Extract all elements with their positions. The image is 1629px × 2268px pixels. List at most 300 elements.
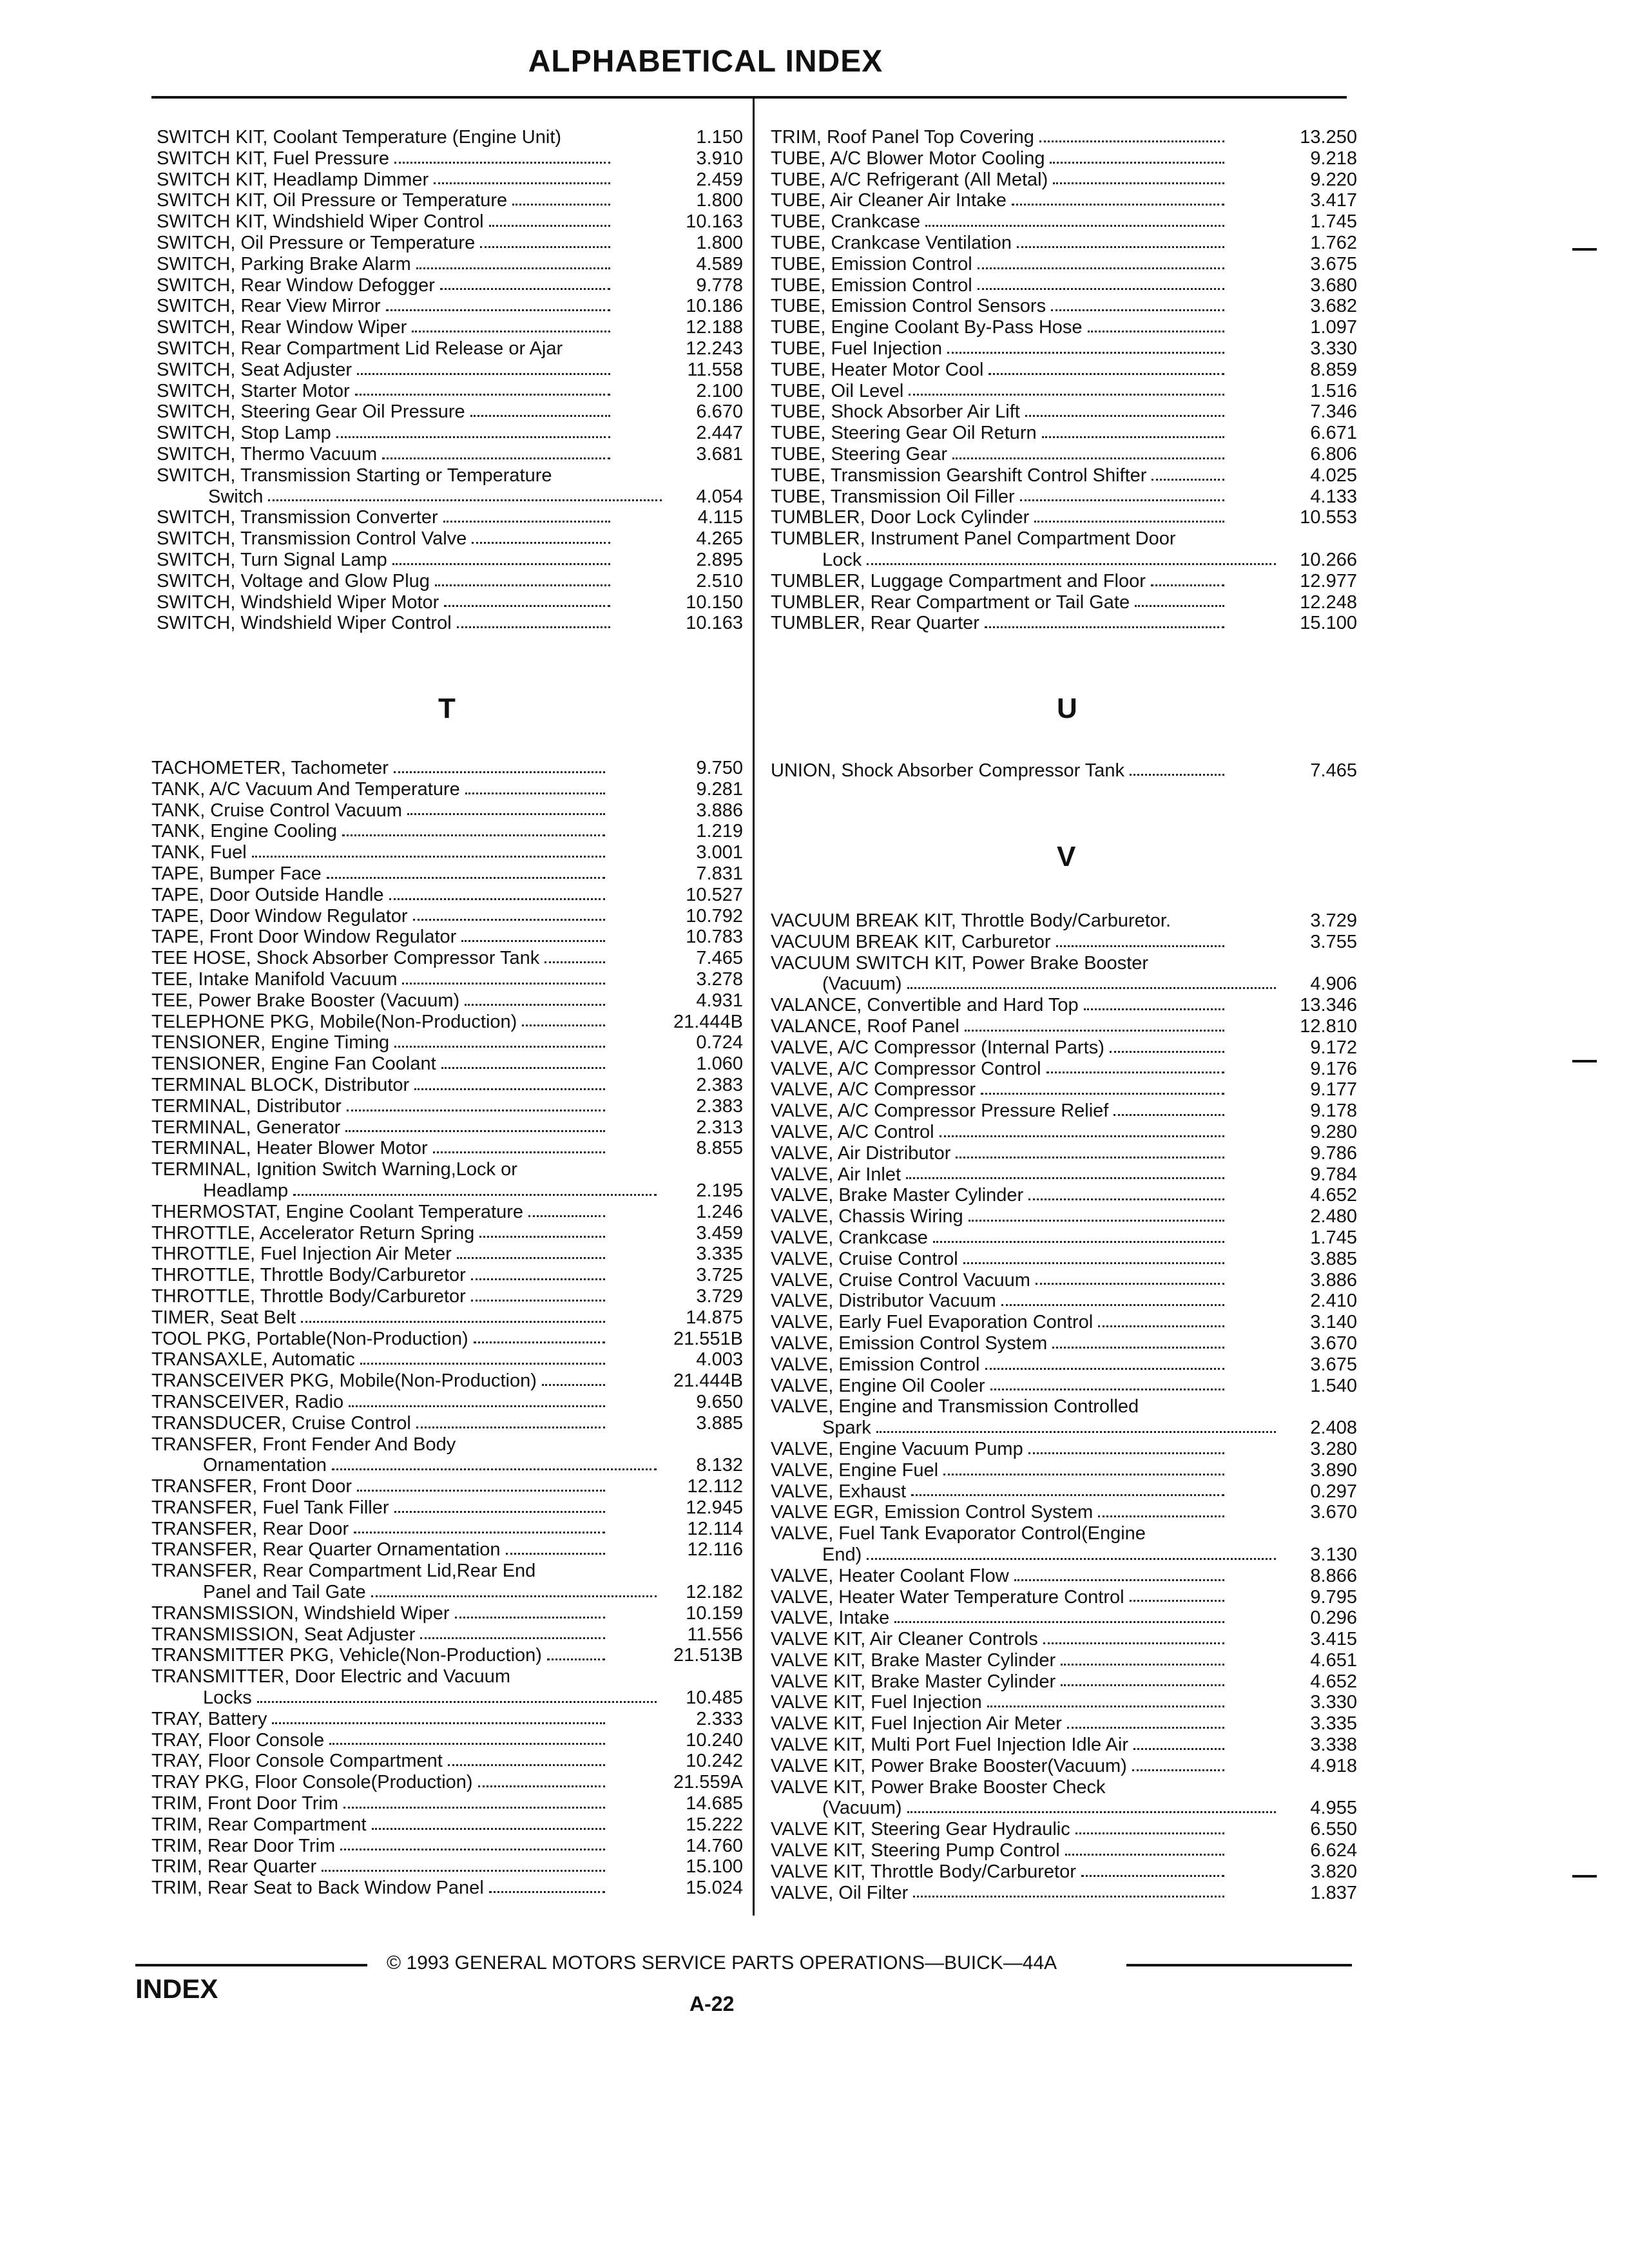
entry-description: TUMBLER, Luggage Compartment and Floor: [771, 570, 1146, 591]
entry-reference-number: 3.886: [696, 800, 743, 821]
leader-dots: [435, 584, 610, 586]
entry-description: VALVE KIT, Power Brake Booster Check: [771, 1776, 1106, 1798]
entry-description: (Vacuum): [822, 1798, 902, 1819]
index-entry: [771, 233, 1357, 254]
entry-description: VALVE, Brake Master Cylinder: [771, 1185, 1024, 1206]
leader-dots: [371, 1595, 657, 1597]
entry-reference-number: 15.222: [686, 1814, 743, 1835]
entry-reference-number: 2.447: [696, 423, 743, 444]
entry-reference-number: 12.810: [1300, 1015, 1357, 1037]
margin-mark: [1572, 248, 1597, 251]
index-entry: [771, 760, 1357, 782]
entry-reference-number: 4.931: [696, 990, 743, 1011]
leader-dots: [990, 1389, 1224, 1390]
entry-description: TRIM, Rear Door Trim: [151, 1835, 336, 1856]
entry-description: VALVE, Air Inlet: [771, 1164, 901, 1185]
entry-reference-number: 2.383: [696, 1074, 743, 1095]
entry-reference-number: 10.527: [686, 884, 743, 905]
leader-dots: [471, 1278, 605, 1280]
index-entry: [151, 779, 743, 800]
index-entry: [771, 465, 1357, 486]
index-entry: [771, 1354, 1357, 1376]
leader-dots: [478, 1785, 605, 1787]
index-entry: [151, 1730, 743, 1751]
entry-description: TRANSFER, Fuel Tank Filler: [151, 1497, 389, 1518]
index-entry: [151, 1223, 743, 1244]
index-entry: [157, 127, 743, 148]
entry-description: TEE, Intake Manifold Vacuum: [151, 968, 398, 990]
index-entry: [157, 507, 743, 528]
leader-dots: [522, 1024, 605, 1026]
index-entry: [151, 821, 743, 842]
index-entry: [157, 296, 743, 317]
index-entry: [771, 444, 1357, 465]
leader-dots: [386, 309, 611, 311]
entry-reference-number: 3.755: [1310, 931, 1357, 952]
entry-description: TANK, Fuel: [151, 842, 247, 863]
entry-reference-number: 3.885: [696, 1412, 743, 1434]
index-entry: [151, 1180, 743, 1202]
leader-dots: [981, 1093, 1224, 1095]
index-entry: [771, 1291, 1357, 1312]
leader-dots: [1113, 1114, 1224, 1116]
entry-description: Switch: [208, 486, 264, 507]
copyright-notice: © 1993 GENERAL MOTORS SERVICE PARTS OPERATIONS—BUICK—44A: [387, 1952, 1057, 1974]
entry-description: VALVE, Oil Filter: [771, 1882, 909, 1903]
entry-description: VALVE, Engine Fuel: [771, 1459, 939, 1481]
leader-dots: [1135, 605, 1224, 607]
leader-dots: [301, 1321, 605, 1323]
leader-dots: [987, 1706, 1224, 1707]
entry-description: SWITCH, Transmission Control Valve: [157, 528, 467, 550]
entry-reference-number: 9.784: [1310, 1164, 1357, 1185]
leader-dots: [420, 1637, 605, 1639]
entry-reference-number: 1.745: [1310, 211, 1357, 233]
index-entry: [157, 423, 743, 444]
entry-reference-number: 14.760: [686, 1835, 743, 1856]
entry-reference-number: 12.182: [686, 1582, 743, 1603]
index-entry: [771, 1735, 1357, 1756]
index-entry: [151, 1476, 743, 1497]
entry-description: TENSIONER, Engine Timing: [151, 1032, 390, 1053]
leader-dots: [940, 1135, 1224, 1137]
index-entry: [771, 381, 1357, 402]
entry-reference-number: 9.177: [1310, 1079, 1357, 1100]
leader-dots: [506, 1553, 605, 1555]
entry-description: TANK, Engine Cooling: [151, 821, 338, 842]
entry-description: TRANSMISSION, Windshield Wiper: [151, 1602, 450, 1624]
index-entry: [157, 592, 743, 613]
index-entry: [151, 1539, 743, 1561]
index-entry: [771, 1587, 1357, 1608]
entry-reference-number: 6.806: [1310, 443, 1357, 465]
index-entry: [151, 1053, 743, 1075]
index-entry: [771, 1164, 1357, 1186]
index-entry: [771, 1396, 1357, 1418]
index-entry: [151, 1244, 743, 1265]
index-entry: [771, 1798, 1357, 1819]
section-letter-t: T: [438, 693, 456, 724]
entry-description: TACHOMETER, Tachometer: [151, 758, 389, 778]
leader-dots: [1065, 1854, 1224, 1856]
index-entry: [771, 1502, 1357, 1523]
entry-reference-number: 12.248: [1300, 591, 1357, 613]
entry-reference-number: 13.346: [1300, 995, 1357, 1016]
index-entry: [151, 1265, 743, 1286]
entry-reference-number: 3.330: [1310, 338, 1357, 359]
index-list-switch: [157, 127, 743, 634]
entry-reference-number: 4.265: [696, 528, 743, 550]
index-entry: [771, 1100, 1357, 1122]
index-entry: [157, 317, 743, 338]
leader-dots: [1052, 1347, 1224, 1349]
index-entry: [157, 486, 743, 508]
entry-description: TRIM, Roof Panel Top Covering: [771, 127, 1034, 148]
leader-dots: [943, 1474, 1224, 1475]
index-entry: [157, 254, 743, 275]
entry-description: VALVE, Cruise Control Vacuum: [771, 1269, 1030, 1291]
leader-dots: [465, 1004, 605, 1006]
index-entry: [157, 528, 743, 550]
entry-description: TUBE, Crankcase Ventilation: [771, 232, 1012, 253]
index-entry: [771, 360, 1357, 381]
index-entry: [771, 1376, 1357, 1397]
entry-description: VALVE, Crankcase: [771, 1227, 928, 1248]
entry-description: VALVE, Emission Control: [771, 1354, 980, 1375]
entry-reference-number: 3.675: [1310, 253, 1357, 274]
entry-reference-number: 15.024: [686, 1878, 743, 1899]
entry-reference-number: 12.114: [687, 1518, 743, 1539]
index-entry: [151, 1814, 743, 1836]
entry-description: SWITCH, Voltage and Glow Plug: [157, 570, 430, 591]
index-list-v: [771, 910, 1357, 1903]
entry-description: SWITCH KIT, Windshield Wiper Control: [157, 211, 484, 233]
index-entry: [157, 190, 743, 211]
leader-dots: [322, 1870, 605, 1872]
index-entry: [771, 1671, 1357, 1693]
leader-dots: [444, 605, 610, 607]
leader-dots: [416, 1427, 605, 1428]
leader-dots: [347, 1110, 605, 1111]
leader-dots: [327, 877, 605, 879]
leader-dots: [1017, 246, 1224, 248]
index-entry: [771, 1629, 1357, 1650]
index-entry: [771, 486, 1357, 508]
index-entry: [151, 1307, 743, 1329]
entry-reference-number: 2.408: [1310, 1418, 1357, 1439]
index-entry: [157, 381, 743, 402]
entry-reference-number: 3.330: [1310, 1692, 1357, 1713]
leader-dots: [1061, 1664, 1224, 1666]
entry-reference-number: 12.977: [1300, 570, 1357, 591]
entry-reference-number: 12.243: [686, 338, 743, 359]
leader-dots: [402, 983, 605, 985]
entry-reference-number: 2.480: [1310, 1206, 1357, 1227]
entry-description: TANK, Cruise Control Vacuum: [151, 800, 402, 821]
entry-description: TUBE, Air Cleaner Air Intake: [771, 190, 1007, 211]
entry-reference-number: 3.890: [1310, 1459, 1357, 1481]
index-entry: [151, 1561, 743, 1582]
index-entry: [157, 338, 743, 360]
leader-dots: [272, 1722, 605, 1724]
index-entry: [151, 1519, 743, 1540]
index-entry: [771, 190, 1357, 211]
entry-description: VALVE KIT, Steering Gear Hydraulic: [771, 1819, 1070, 1840]
entry-reference-number: 2.510: [696, 570, 743, 591]
leader-dots: [416, 267, 610, 269]
index-entry: [771, 613, 1357, 634]
entry-reference-number: 2.410: [1310, 1291, 1357, 1312]
entry-description: SWITCH, Rear Compartment Lid Release or Ajar: [157, 338, 563, 359]
entry-description: (Vacuum): [822, 974, 902, 995]
index-entry: [771, 1883, 1357, 1904]
leader-dots: [1056, 945, 1224, 947]
leader-dots: [372, 1828, 605, 1830]
leader-dots: [906, 1177, 1224, 1179]
entry-reference-number: 14.875: [686, 1307, 743, 1328]
entry-reference-number: 4.054: [696, 486, 743, 507]
entry-reference-number: 3.335: [696, 1244, 743, 1265]
index-entry: [157, 444, 743, 465]
entry-reference-number: 10.485: [686, 1687, 743, 1709]
entry-description: TRANSCEIVER PKG, Mobile(Non-Production): [151, 1370, 537, 1392]
leader-dots: [329, 1743, 605, 1745]
entry-description: TRAY PKG, Floor Console(Production): [151, 1772, 473, 1793]
index-entry: [771, 507, 1357, 528]
entry-reference-number: 9.178: [1310, 1100, 1357, 1122]
entry-description: SWITCH, Rear Window Defogger: [157, 274, 435, 296]
entry-reference-number: 9.218: [1310, 148, 1357, 169]
entry-description: TAPE, Door Window Regulator: [151, 905, 408, 927]
index-entry: [771, 401, 1357, 423]
leader-dots: [360, 1363, 605, 1365]
index-entry: [771, 1566, 1357, 1587]
entry-reference-number: 2.313: [696, 1117, 743, 1138]
leader-dots: [1130, 1600, 1224, 1602]
index-entry: [157, 550, 743, 571]
entry-reference-number: 7.465: [696, 948, 743, 969]
leader-dots: [342, 834, 605, 836]
index-entry: [151, 1836, 743, 1857]
index-list-trim-tube-tumbler: [771, 127, 1357, 634]
entry-description: TUBE, Engine Coolant By-Pass Hose: [771, 317, 1083, 338]
entry-description: TUBE, Crankcase: [771, 211, 921, 233]
index-entry: [771, 550, 1357, 571]
index-entry: [771, 148, 1357, 169]
entry-reference-number: 9.786: [1310, 1142, 1357, 1164]
entry-description: TUBE, Emission Control: [771, 253, 972, 274]
leader-dots: [480, 246, 610, 248]
leader-dots: [911, 1494, 1224, 1496]
entry-reference-number: 7.465: [1310, 760, 1357, 781]
entry-description: VALVE KIT, Air Cleaner Controls: [771, 1629, 1038, 1650]
leader-dots: [355, 394, 610, 396]
entry-description: VALVE, A/C Compressor: [771, 1079, 976, 1100]
column-divider: [753, 99, 755, 1916]
entry-reference-number: 12.112: [687, 1476, 743, 1497]
index-entry: [771, 1270, 1357, 1291]
entry-description: VALVE, Intake: [771, 1608, 890, 1629]
entry-reference-number: 1.246: [696, 1201, 743, 1222]
entry-reference-number: 6.550: [1310, 1819, 1357, 1840]
entry-description: TUBE, Oil Level: [771, 380, 904, 401]
entry-reference-number: 4.652: [1310, 1185, 1357, 1206]
entry-description: VALVE, Engine and Transmission Controlled: [771, 1396, 1139, 1418]
index-entry: [157, 233, 743, 254]
entry-description: THROTTLE, Accelerator Return Spring: [151, 1222, 475, 1244]
index-entry: [151, 1286, 743, 1307]
index-entry: [151, 1709, 743, 1730]
leader-dots: [1133, 1748, 1224, 1750]
entry-reference-number: 3.682: [1310, 296, 1357, 317]
entry-description: VACUUM BREAK KIT, Carburetor: [771, 931, 1051, 952]
entry-description: TUBE, Fuel Injection: [771, 338, 942, 359]
index-entry: [151, 800, 743, 822]
index-entry: [771, 1185, 1357, 1206]
index-entry: [151, 1392, 743, 1413]
entry-description: VALVE, Engine Vacuum Pump: [771, 1438, 1023, 1459]
index-entry: [771, 974, 1357, 995]
index-entry: [771, 932, 1357, 953]
entry-description: TRANSMITTER PKG, Vehicle(Non-Production): [151, 1645, 542, 1666]
leader-dots: [252, 856, 605, 858]
entry-description: Headlamp: [203, 1180, 289, 1201]
entry-description: TUBE, A/C Blower Motor Cooling: [771, 148, 1045, 169]
index-entry: [771, 1439, 1357, 1460]
entry-description: TIMER, Seat Belt: [151, 1307, 296, 1328]
entry-reference-number: 1.762: [1310, 232, 1357, 253]
index-entry: [771, 1079, 1357, 1100]
leader-dots: [1130, 774, 1224, 776]
entry-reference-number: 10.163: [686, 613, 743, 634]
entry-description: Lock: [822, 549, 862, 570]
entry-reference-number: 4.918: [1310, 1755, 1357, 1776]
entry-description: SWITCH, Steering Gear Oil Pressure: [157, 401, 465, 423]
entry-reference-number: 4.003: [696, 1349, 743, 1370]
entry-description: TANK, A/C Vacuum And Temperature: [151, 778, 460, 800]
index-entry: [771, 528, 1357, 550]
entry-reference-number: 0.297: [1310, 1481, 1357, 1502]
leader-dots: [1028, 1198, 1224, 1200]
entry-reference-number: 3.681: [696, 443, 743, 465]
page-number: A-22: [689, 1992, 735, 2015]
entry-description: TEE HOSE, Shock Absorber Compressor Tank: [151, 948, 540, 969]
index-entry: [157, 211, 743, 233]
index-entry: [151, 1012, 743, 1033]
leader-dots: [470, 415, 610, 417]
entry-description: VALVE, Engine Oil Cooler: [771, 1375, 985, 1396]
index-entry: [151, 948, 743, 969]
entry-description: Locks: [203, 1687, 252, 1709]
entry-description: TRANSAXLE, Automatic: [151, 1349, 355, 1370]
entry-reference-number: 3.886: [1310, 1269, 1357, 1291]
entry-reference-number: 3.338: [1310, 1735, 1357, 1756]
index-entry: [771, 338, 1357, 360]
entry-reference-number: 11.558: [687, 359, 743, 380]
index-entry: [151, 758, 743, 779]
index-entry: [771, 1037, 1357, 1059]
leader-dots: [909, 394, 1224, 396]
entry-description: Panel and Tail Gate: [203, 1582, 366, 1603]
entry-description: TRANSFER, Front Door: [151, 1476, 352, 1497]
entry-description: End): [822, 1544, 862, 1565]
entry-description: TENSIONER, Engine Fan Coolant: [151, 1053, 436, 1075]
entry-description: VALANCE, Convertible and Hard Top: [771, 995, 1079, 1016]
index-entry: [771, 1777, 1357, 1798]
leader-dots: [357, 373, 610, 375]
index-entry: [771, 1249, 1357, 1270]
leader-dots: [978, 288, 1224, 290]
index-entry: [151, 1096, 743, 1117]
leader-dots: [489, 1891, 605, 1893]
leader-dots: [336, 436, 610, 438]
leader-dots: [1132, 1769, 1224, 1771]
entry-description: TRAY, Floor Console: [151, 1729, 325, 1751]
index-entry: [151, 1666, 743, 1687]
entry-reference-number: 4.955: [1310, 1798, 1357, 1819]
index-entry: [151, 1138, 743, 1159]
entry-reference-number: 10.553: [1300, 507, 1357, 528]
index-entry: [771, 1650, 1357, 1671]
leader-dots: [340, 1849, 605, 1850]
entry-reference-number: 4.652: [1310, 1671, 1357, 1692]
index-entry: [151, 990, 743, 1012]
entry-description: TUBE, A/C Refrigerant (All Metal): [771, 169, 1048, 190]
entry-description: TERMINAL, Ignition Switch Warning,Lock or: [151, 1159, 517, 1180]
entry-reference-number: 3.670: [1310, 1502, 1357, 1523]
index-entry: [151, 1370, 743, 1392]
entry-reference-number: 9.281: [696, 778, 743, 800]
index-entry: [151, 1075, 743, 1096]
entry-reference-number: 10.792: [686, 905, 743, 927]
entry-description: TRANSFER, Front Fender And Body: [151, 1434, 456, 1455]
leader-dots: [985, 1368, 1225, 1370]
leader-dots: [1042, 436, 1224, 438]
entry-description: TAPE, Bumper Face: [151, 863, 322, 884]
entry-description: TRANSFER, Rear Compartment Lid,Rear End: [151, 1561, 536, 1582]
index-entry: [157, 148, 743, 169]
entry-description: VALVE KIT, Steering Pump Control: [771, 1840, 1060, 1861]
leader-dots: [925, 225, 1224, 227]
entry-description: TUBE, Emission Control Sensors: [771, 296, 1046, 317]
entry-reference-number: 9.176: [1310, 1058, 1357, 1079]
index-entry: [771, 1333, 1357, 1354]
leader-dots: [1028, 1452, 1224, 1454]
leader-dots: [465, 793, 605, 794]
index-entry: [771, 1059, 1357, 1080]
index-entry: [151, 1434, 743, 1456]
entry-description: TERMINAL, Heater Blower Motor: [151, 1138, 428, 1159]
leader-dots: [1020, 499, 1224, 501]
entry-description: TERMINAL, Generator: [151, 1117, 341, 1138]
entry-reference-number: 4.651: [1310, 1649, 1357, 1671]
entry-reference-number: 2.100: [696, 380, 743, 401]
entry-reference-number: 9.650: [696, 1391, 743, 1412]
footer-rule-left: [135, 1964, 367, 1966]
leader-dots: [988, 373, 1224, 375]
index-entry: [151, 1159, 743, 1180]
leader-dots: [1084, 1008, 1224, 1010]
leader-dots: [933, 1241, 1224, 1243]
entry-reference-number: 4.589: [696, 253, 743, 274]
leader-dots: [1067, 1727, 1224, 1729]
entry-description: VALVE EGR, Emission Control System: [771, 1502, 1094, 1523]
entry-reference-number: 2.895: [696, 549, 743, 570]
entry-reference-number: 9.220: [1310, 169, 1357, 190]
leader-dots: [978, 267, 1224, 269]
margin-mark: [1572, 1060, 1597, 1062]
entry-description: SWITCH, Transmission Converter: [157, 507, 438, 528]
